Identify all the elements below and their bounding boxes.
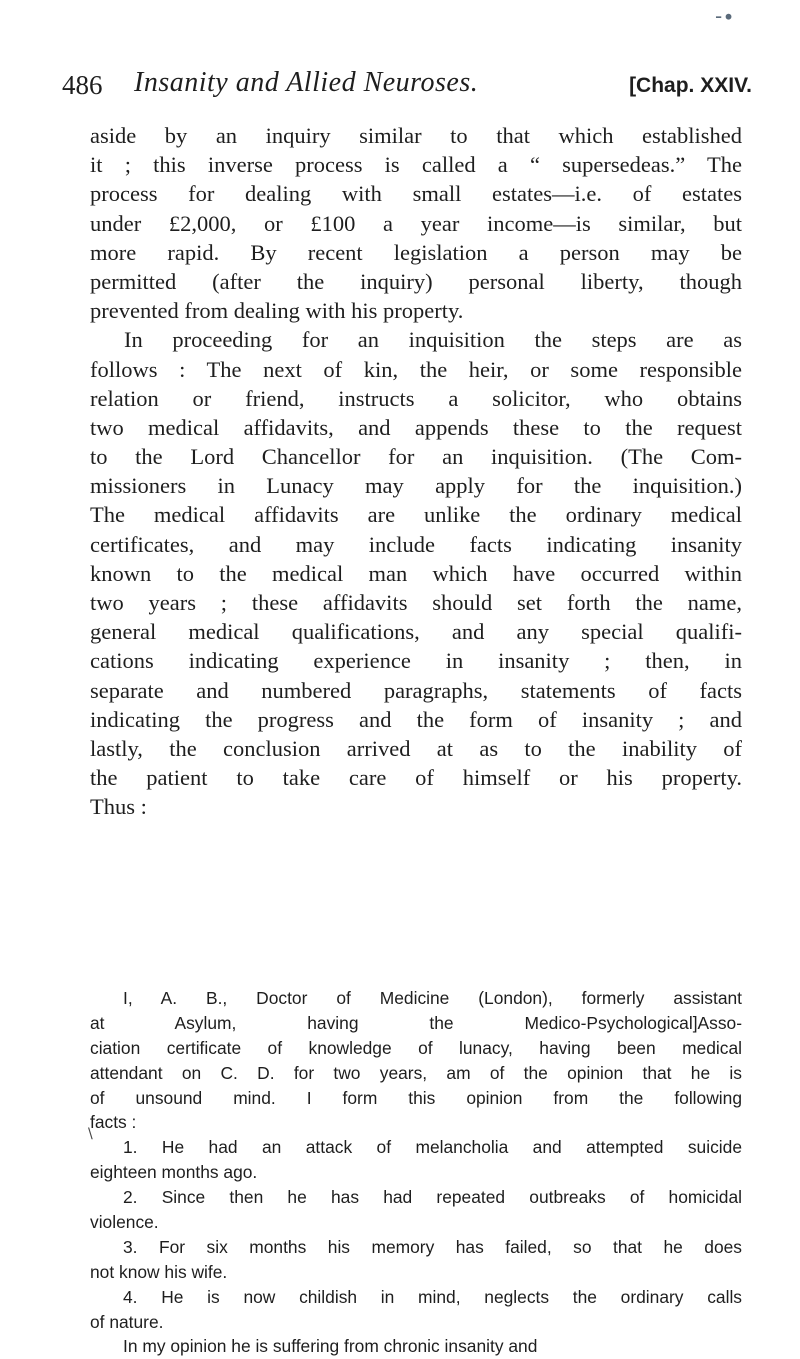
text-line: under £2,000, or £100 a year income—is similar, but — [90, 210, 742, 236]
text-line: cations indicating experience in insanity ; then, in — [90, 648, 742, 674]
affidavit-line: of unsound mind. I form this opinion from the following — [90, 1087, 742, 1108]
page-number: 486 — [62, 70, 103, 100]
affidavit-line: at Asylum, having the Medico-Psychological]Asso- — [90, 1012, 742, 1033]
text-line: follows : The next of kin, the heir, or some responsible — [90, 356, 742, 382]
text-line: it ; this inverse process is called a “ supersedeas.” The — [90, 152, 742, 178]
affidavit-line: facts : — [90, 1112, 137, 1133]
text-line: certificates, and may include facts indicating insanity — [90, 531, 742, 557]
text-line: missioners in Lunacy may apply for the inquisition.) — [90, 473, 742, 499]
margin-mark: \ — [88, 1126, 93, 1142]
corner-mark: -∙ — [715, 4, 735, 28]
text-line: aside by an inquiry similar to that which established — [90, 123, 742, 148]
body-text — [90, 121, 742, 822]
affidavit-line: I, A. B., Doctor of Medicine (London), formerly assistant — [123, 988, 742, 1008]
text-line: two medical affidavits, and appends these to the request — [90, 414, 742, 440]
text-line: to the Lord Chancellor for an inquisition. (The Com- — [90, 444, 742, 470]
affidavit-line: 4. He is now childish in mind, neglects the ordinary calls — [123, 1286, 742, 1307]
running-head — [62, 67, 752, 110]
text-line: The medical affidavits are unlike the ordinary medical — [90, 502, 742, 528]
text-line: indicating the progress and the form of insanity ; and — [90, 706, 742, 732]
book-title: Insanity and Allied Neuroses. — [134, 67, 479, 98]
text-line: more rapid. By recent legislation a person may be — [90, 239, 742, 265]
affidavit-example — [90, 986, 742, 1359]
text-line: general medical qualifications, and any special qualifi- — [90, 619, 742, 645]
affidavit-line: violence. — [90, 1212, 159, 1233]
affidavit-line: 3. For six months his memory has failed, so that he does — [123, 1236, 742, 1257]
affidavit-line: In my opinion he is suffering from chronic insanity and — [123, 1336, 538, 1357]
affidavit-line: attendant on C. D. for two years, am of the opinion that he is — [90, 1062, 742, 1083]
affidavit-line: not know his wife. — [90, 1261, 228, 1282]
text-line: prevented from dealing with his property. — [90, 298, 464, 324]
text-line: In proceeding for an inquisition the steps are as — [124, 327, 742, 353]
text-line: separate and numbered paragraphs, statements of facts — [90, 677, 742, 703]
text-line: Thus : — [90, 794, 147, 820]
text-line: relation or friend, instructs a solicitor, who obtains — [90, 385, 742, 411]
affidavit-line: 1. He had an attack of melancholia and attempted suicide — [123, 1137, 742, 1158]
text-line: lastly, the conclusion arrived at as to the inability of — [90, 735, 742, 761]
affidavit-line: ciation certificate of knowledge of lunacy, having been medical — [90, 1037, 742, 1058]
chapter-label: [Chap. XXIV. — [629, 74, 752, 97]
text-line: process for dealing with small estates—i.e. of estates — [90, 181, 742, 207]
text-line: permitted (after the inquiry) personal liberty, though — [90, 268, 742, 294]
text-line: the patient to take care of himself or his property. — [90, 765, 742, 791]
affidavit-line: 2. Since then he has had repeated outbreaks of homicidal — [123, 1187, 742, 1208]
affidavit-line: of nature. — [90, 1311, 164, 1332]
affidavit-line: eighteen months ago. — [90, 1162, 258, 1183]
text-line: two years ; these affidavits should set forth the name, — [90, 590, 742, 615]
text-line: known to the medical man which have occurred within — [90, 560, 742, 586]
